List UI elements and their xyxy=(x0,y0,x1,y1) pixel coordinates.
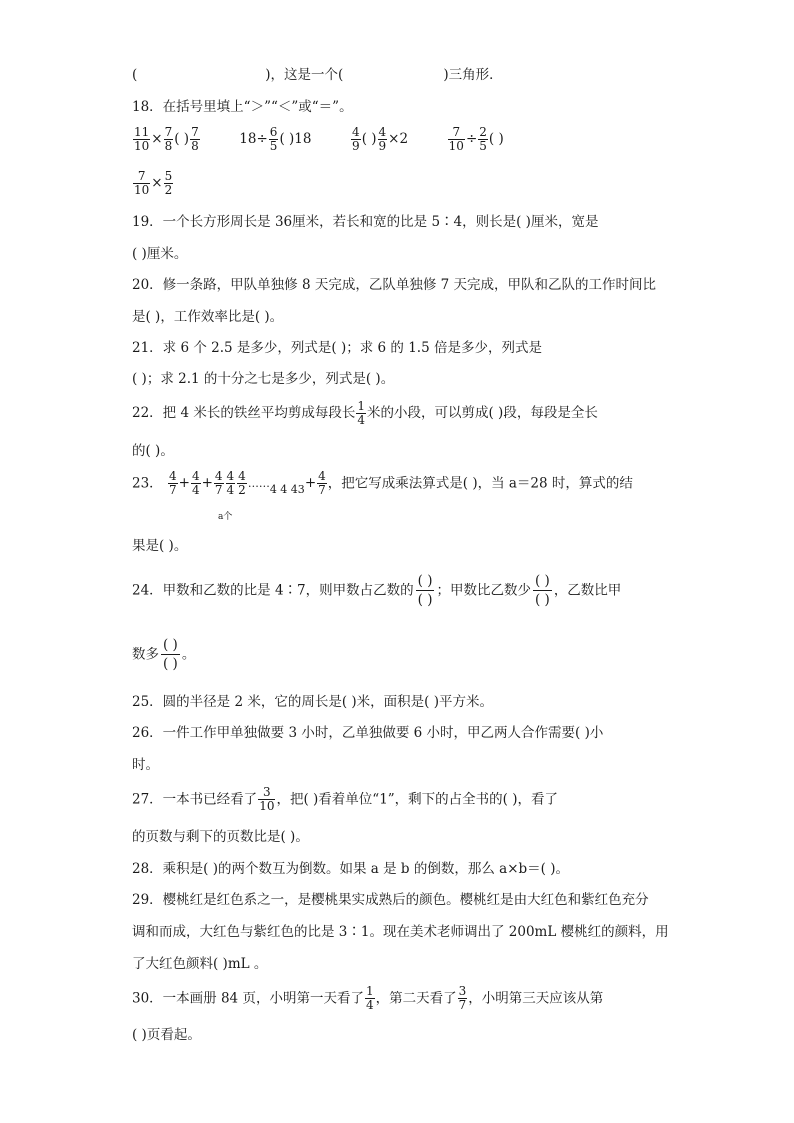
q18-row1 xyxy=(132,126,504,153)
fraction-denominator: 4 xyxy=(365,998,374,1012)
operator: ÷ xyxy=(465,131,478,147)
q18-expr-4 xyxy=(447,125,504,153)
fraction-numerator: 1 xyxy=(365,984,374,998)
answer-blank[interactable]: ( ) xyxy=(488,131,504,147)
q22-line1 xyxy=(132,400,598,427)
fraction-numerator: 4 xyxy=(318,469,326,483)
q23-dots: …… xyxy=(247,477,270,490)
q23-line1: 23． $\frac{4}{7}$ + $\frac{4}{4}$ + $\frac{4}{7}$ $\frac{4}{4}$ $\frac{4}{2}$ $\dots\dots_{4 4 43}+$ $\frac{4}{7}$ ，把它写成乘法算式是( )，当 a＝28 时，算式的结 xyxy=(132,469,633,497)
fraction-denominator: 7 xyxy=(458,998,467,1012)
q27-text-b: ，把( )看着单位“1”，剩下的占全书的( )，看了 xyxy=(276,791,559,808)
fraction-numerator: 4 xyxy=(352,125,360,139)
fraction-denominator: 4 xyxy=(226,483,235,497)
q18-expr-1 xyxy=(132,125,205,153)
fraction-denominator: 9 xyxy=(378,139,387,153)
q30-line1 xyxy=(132,985,603,1012)
q29-line1: 29．樱桃红是红色系之一，是樱桃果实成熟后的颜色。樱桃红是由大红色和紫红色充分 xyxy=(132,892,649,908)
fraction-numerator: 1 xyxy=(357,399,365,413)
q19-line1: 19．一个长方形周长是 36厘米，若长和宽的比是 5∶4，则长是( )厘米，宽是 xyxy=(132,214,599,230)
fraction-numerator: 7 xyxy=(164,125,173,139)
q23-number: 23． xyxy=(132,475,163,492)
q24-end: 。 xyxy=(181,646,196,663)
q20-line2: 是( )，工作效率比是( )。 xyxy=(132,309,284,325)
expr-prefix: 18÷ xyxy=(239,131,268,147)
q21-line1: 21．求 6 个 2.5 是多少，列式是( )；求 6 的 1.5 倍是多少，列式是 xyxy=(132,340,542,356)
q23-count-mark: a个 xyxy=(218,512,233,522)
q17-end: )三角形． xyxy=(443,67,503,83)
blank-numerator[interactable]: ( ) xyxy=(163,637,178,653)
q29-line3: 了大红色颜料( )mL 。 xyxy=(132,956,268,972)
q24-text-l2: 数多 xyxy=(132,646,159,663)
q27-line1 xyxy=(132,786,558,813)
fraction-numerator: 4 xyxy=(214,469,223,483)
blank-numerator[interactable]: ( ) xyxy=(534,573,550,589)
fraction-numerator: 4 xyxy=(168,469,177,483)
fraction-numerator: 3 xyxy=(258,786,275,800)
fraction-numerator: 4 xyxy=(226,469,235,483)
answer-blank[interactable]: ( )18 xyxy=(279,131,312,147)
q19-line2: ( )厘米。 xyxy=(132,246,188,262)
q30-text-c: ，小明第三天应该从第 xyxy=(468,990,604,1007)
fraction-denominator: 2 xyxy=(238,483,246,497)
q17-mid: )，这是一个( xyxy=(265,67,344,83)
fraction-denominator: 5 xyxy=(269,139,278,153)
fraction-denominator: 10 xyxy=(134,139,150,153)
fraction-denominator: 9 xyxy=(352,139,360,153)
q22-text-a: 22．把 4 米长的铁丝平均剪成每段长 xyxy=(132,405,356,421)
fraction-denominator: 10 xyxy=(448,139,464,153)
q30-text-b: ，第二天看了 xyxy=(375,990,457,1007)
q18-title: 18．在括号里填上“＞”“＜”或“＝”。 xyxy=(132,99,353,115)
fraction-denominator: 7 xyxy=(214,483,223,497)
fraction-denominator: 2 xyxy=(164,183,173,197)
q23-tail: 4 4 43 xyxy=(269,483,305,496)
q17-line xyxy=(132,66,503,84)
q30-text-a: 30．一本画册 84 页，小明第一天看了 xyxy=(132,990,364,1007)
q26-line2: 时。 xyxy=(132,757,159,773)
blank-denominator[interactable]: ( ) xyxy=(163,656,178,672)
q24-text-b: ；甲数比乙数少 xyxy=(436,582,531,599)
fraction-denominator: 8 xyxy=(164,139,173,153)
fraction-denominator: 10 xyxy=(134,183,150,197)
blank-numerator[interactable]: ( ) xyxy=(417,573,433,589)
fraction-numerator: 7 xyxy=(191,125,199,139)
q21-line2: ( )；求 2.1 的十分之七是多少，列式是( )。 xyxy=(132,371,395,387)
fraction-denominator: 4 xyxy=(357,413,365,427)
fraction-numerator: 3 xyxy=(458,984,467,998)
q24-line1 xyxy=(132,572,621,609)
fraction-numerator: 11 xyxy=(134,125,150,139)
fraction-numerator: 4 xyxy=(238,469,246,483)
q18-expr-2 xyxy=(239,125,315,153)
answer-blank[interactable]: ( ) xyxy=(361,131,377,147)
fraction-numerator: 4 xyxy=(378,125,387,139)
q28-line: 28．乘积是( )的两个数互为倒数。如果 a 是 b 的倒数，那么 a×b＝( )。 xyxy=(132,861,569,877)
q27-text-a: 27．一本书已经看了 xyxy=(132,791,258,808)
fraction-denominator: 10 xyxy=(259,799,275,813)
q24-text-c: ，乙数比甲 xyxy=(553,582,622,599)
answer-blank[interactable]: ( ) xyxy=(174,131,190,147)
fraction-numerator: 5 xyxy=(164,169,173,183)
q20-line1: 20．修一条路，甲队单独修 8 天完成，乙队单独修 7 天完成，甲队和乙队的工作时间比 xyxy=(132,277,657,293)
fraction-numerator: 7 xyxy=(448,126,465,140)
blank-denominator[interactable]: ( ) xyxy=(417,592,433,608)
fraction-denominator: 8 xyxy=(191,139,199,153)
q18-row2 xyxy=(132,170,174,197)
fraction-numerator: 7 xyxy=(133,170,150,184)
q23-line2: 果是( )。 xyxy=(132,538,188,554)
q23-text: ，把它写成乘法算式是( )，当 a＝28 时，算式的结 xyxy=(327,475,633,492)
q30-line2: ( )页看起。 xyxy=(132,1027,201,1043)
fraction-denominator: 7 xyxy=(318,483,326,497)
fraction-denominator: 7 xyxy=(168,483,177,497)
q29-line2: 调和而成，大红色与紫红色的比是 3∶1。现在美术老师调出了 200mL 樱桃红的颜料，用 xyxy=(132,924,669,940)
fraction-denominator: 5 xyxy=(479,139,487,153)
q22-text-b: 米的小段，可以剪成( )段，每段是全长 xyxy=(367,405,598,421)
q22-line2: 的( )。 xyxy=(132,443,174,459)
expr-suffix: ×2 xyxy=(388,131,409,147)
fraction-denominator: 4 xyxy=(191,483,200,497)
blank-denominator[interactable]: ( ) xyxy=(534,592,550,608)
q24-line2 xyxy=(132,636,195,673)
q17-open: ( xyxy=(132,67,138,83)
q25-line: 25．圆的半径是 2 米，它的周长是( )米，面积是( )平方米。 xyxy=(132,694,493,710)
fraction-numerator: 6 xyxy=(269,125,278,139)
operator: × xyxy=(151,175,163,191)
operator: × xyxy=(151,131,163,147)
q27-line2: 的页数与剩下的页数比是( )。 xyxy=(132,829,309,845)
q18-expr-3 xyxy=(350,125,412,153)
fraction-numerator: 4 xyxy=(191,469,200,483)
q24-text-a: 24．甲数和乙数的比是 4∶7，则甲数占乙数的 xyxy=(132,582,414,599)
q26-line1: 26．一件工作甲单独做要 3 小时，乙单独做要 6 小时，甲乙两人合作需要( )小 xyxy=(132,725,604,741)
fraction-numerator: 2 xyxy=(479,125,487,139)
